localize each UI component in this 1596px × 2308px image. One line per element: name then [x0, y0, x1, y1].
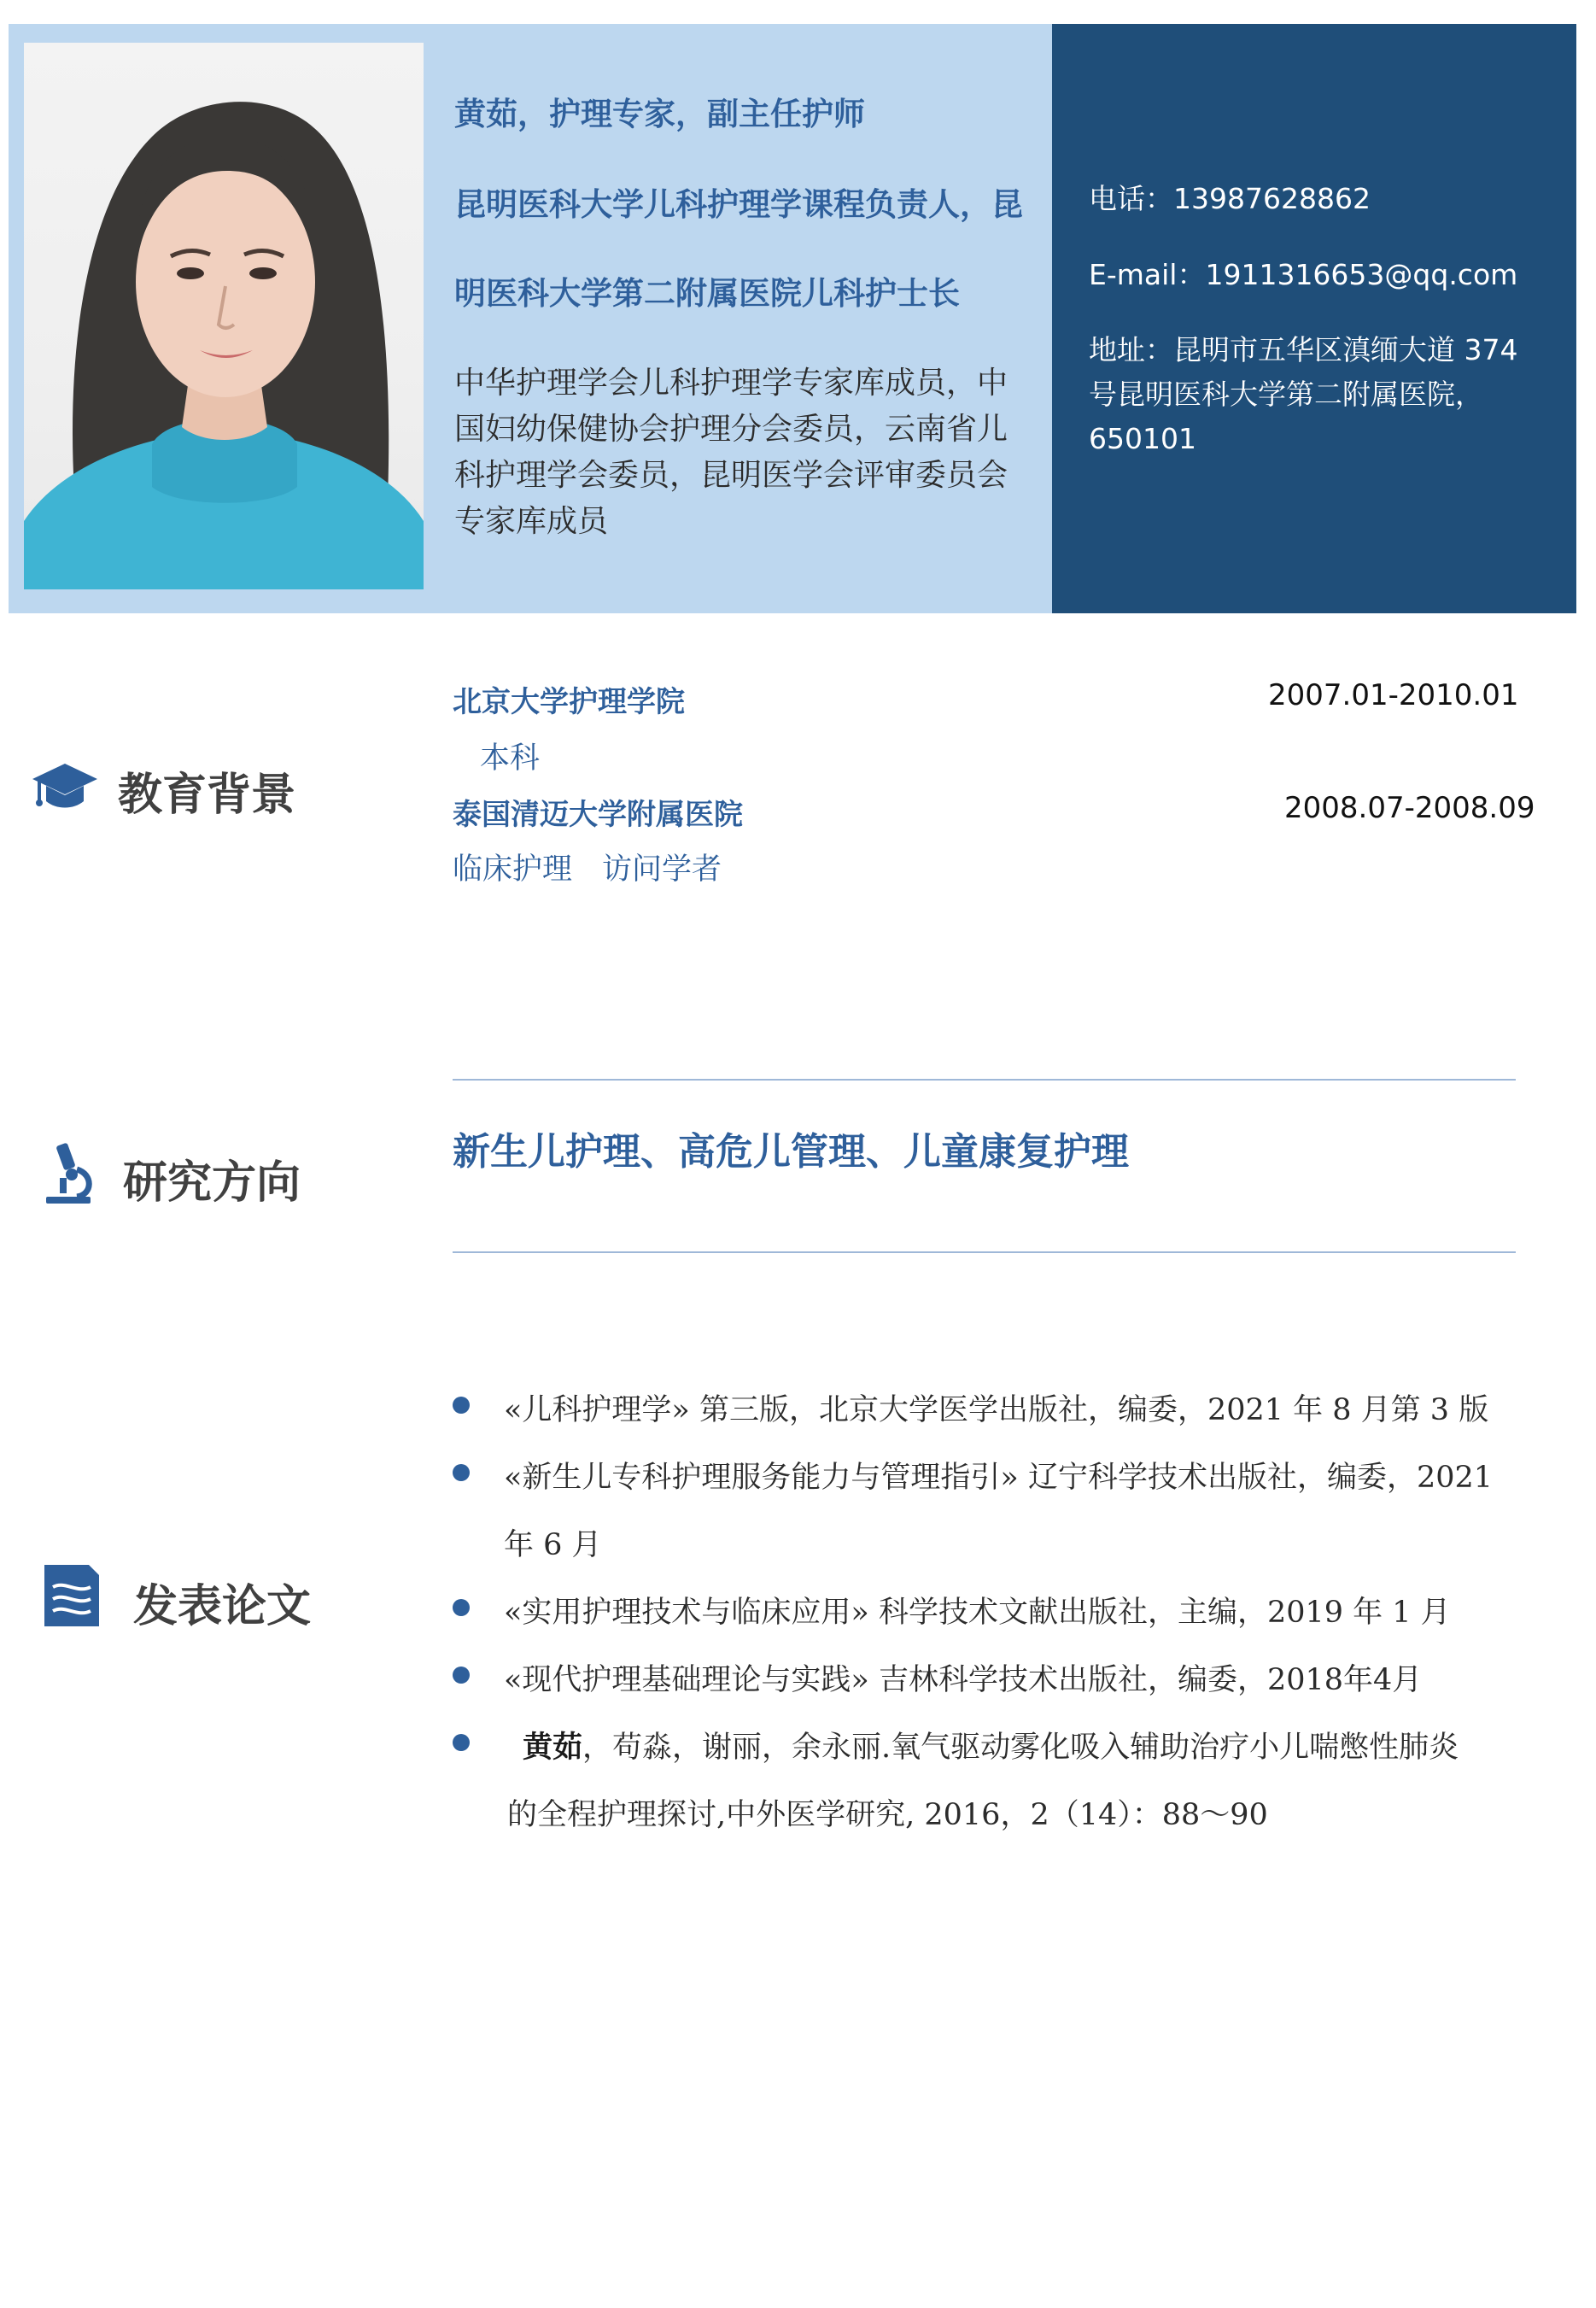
section-title-research: 研究方向	[123, 1157, 301, 1209]
address-line: 号昆明医科大学第二附属医院，	[1089, 378, 1483, 411]
divider	[453, 1079, 1516, 1081]
profile-memberships	[454, 360, 1040, 545]
profile-photo	[24, 43, 424, 589]
bullet-icon	[453, 1397, 470, 1414]
header-contact-panel	[1052, 24, 1576, 613]
profile-name-title: 黄茹，护理专家，副主任护师	[454, 96, 865, 132]
profile-position-line-1: 昆明医科大学儿科护理学课程负责人，昆	[454, 186, 1023, 223]
membership-line: 国妇幼保健协会护理分会委员，云南省儿	[454, 412, 1008, 447]
publication-item: «儿科护理学» 第三版，北京大学医学出版社，编委，2021 年 8 月第 3 版	[504, 1393, 1489, 1427]
membership-line: 科护理学会委员，昆明医学会评审委员会	[454, 458, 1008, 493]
address-line: 地址：昆明市五华区滇缅大道 374	[1089, 333, 1518, 366]
education-degree: 临床护理 访问学者	[453, 852, 722, 887]
publication-item-continued: 年 6 月	[504, 1528, 602, 1562]
publication-item: «实用护理技术与临床应用» 科学技术文献出版社，主编，2019 年 1 月	[504, 1596, 1451, 1630]
bullet-icon	[453, 1464, 470, 1481]
publication-item-continued: 的全程护理探讨,中外医学研究, 2016，2（14）：88～90	[507, 1798, 1268, 1832]
microscope-icon	[34, 1140, 102, 1209]
publication-item-text: ，苟淼，谢丽，余永丽.氧气驱动雾化吸入辅助治疗小儿喘憋性肺炎	[582, 1731, 1459, 1765]
bullet-icon	[453, 1667, 470, 1684]
publication-author-highlight: 黄茹	[523, 1730, 583, 1765]
research-topics: 新生儿护理、高危儿管理、儿童康复护理	[453, 1130, 1129, 1174]
divider	[453, 1251, 1516, 1253]
contact-email[interactable]: E-mail：1911316653@qq.com	[1089, 258, 1518, 291]
address-line: 650101	[1089, 422, 1196, 455]
education-school: 泰国清迈大学附属医院	[453, 798, 743, 832]
contact-phone: 电话：13987628862	[1089, 182, 1371, 215]
graduation-cap-icon	[31, 753, 99, 822]
education-degree: 本科	[480, 741, 541, 776]
membership-line: 中华护理学会儿科护理学专家库成员，中	[454, 366, 1008, 401]
education-date: 2008.07-2008.09	[1284, 791, 1535, 825]
contact-address	[1089, 328, 1567, 461]
bullet-icon	[453, 1599, 470, 1616]
bullet-icon	[453, 1734, 470, 1751]
education-date: 2007.01-2010.01	[1268, 678, 1519, 712]
section-title-education: 教育背景	[118, 770, 296, 821]
publication-item: «现代护理基础理论与实践» 吉林科学技术出版社，编委，2018年4月	[504, 1663, 1423, 1697]
publication-item	[523, 1724, 1459, 1766]
publication-item: «新生儿专科护理服务能力与管理指引» 辽宁科学技术出版社，编委，2021	[504, 1461, 1494, 1495]
profile-position-line-2: 明医科大学第二附属医院儿科护士长	[454, 275, 960, 312]
membership-line: 专家库成员	[454, 504, 609, 539]
document-icon	[39, 1561, 108, 1630]
education-school: 北京大学护理学院	[453, 685, 685, 719]
section-title-publications: 发表论文	[133, 1581, 312, 1632]
